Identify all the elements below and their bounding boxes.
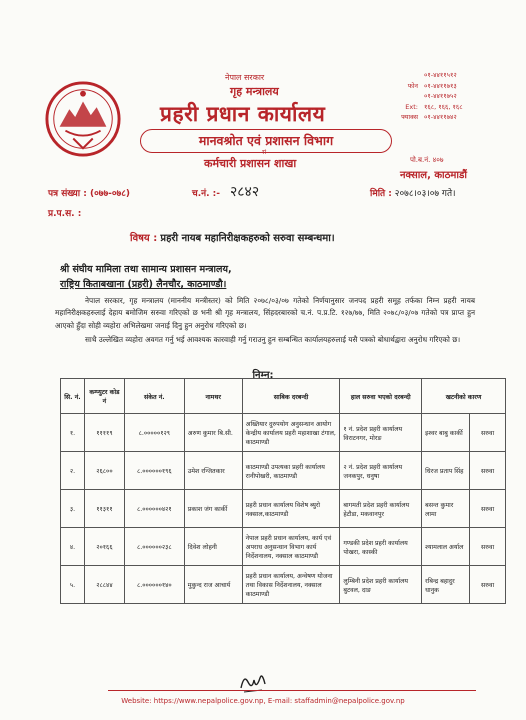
table-title: निम्न: bbox=[252, 370, 274, 381]
table-cell: अरुण कुमार बि.सी. bbox=[184, 414, 242, 452]
table-cell: सरुवा bbox=[470, 414, 506, 452]
contact-row: Ext: १६८, १६६, १६८ bbox=[405, 102, 463, 111]
date-label: मिति : bbox=[370, 189, 392, 199]
chalani-number: २८४२ bbox=[230, 184, 260, 200]
table-cell: ३. bbox=[61, 490, 85, 528]
column-header: संकेत नं. bbox=[124, 379, 184, 414]
contact-row: ०१-४४११५१२ bbox=[424, 71, 457, 79]
table-cell: गण्डकी प्रदेश प्रहरी कार्यालय पोखरा, कास्की bbox=[340, 528, 422, 566]
govt-label: नेपाल सरकार bbox=[225, 73, 265, 82]
contact-block bbox=[398, 70, 494, 123]
table-cell: २०१६६ bbox=[84, 528, 124, 566]
body-paragraph: साथै उल्लेखित व्यहोरा अवगत गर्नु भई आवश्यक कारवाही गर्नु गराउनु हुन सम्बन्धित कार्यालयहरुलाई यसै पत्रको बोधार्थद्वारा अनुरोध गरिएको छ। bbox=[85, 334, 461, 344]
table-cell: प्रहरी प्रधान कार्यालय विशेष ब्युरो नक्साल,काठमाण्डौ bbox=[242, 490, 340, 528]
table-cell: २. bbox=[61, 452, 85, 490]
table-cell: ८.००००००४२१ bbox=[124, 490, 184, 528]
table-cell: बसन्त कुमार लामा bbox=[422, 490, 470, 528]
chalani-label: च.नं. :- bbox=[192, 189, 221, 199]
table-header-row bbox=[61, 379, 506, 414]
table-row bbox=[61, 528, 506, 566]
table-cell: २६८०० bbox=[84, 452, 124, 490]
addressee-line1: श्री संघीय मामिला तथा सामान्य प्रशासन मन्त्रालय, bbox=[60, 264, 232, 275]
column-header: सि. नं. bbox=[61, 379, 85, 414]
table-cell: उमेश रन्जितकार bbox=[184, 452, 242, 490]
ministry-label: गृह मन्त्रालय bbox=[230, 85, 279, 98]
table-cell: दिवेश लोहनी bbox=[184, 528, 242, 566]
table-cell: प्रहरी प्रधान कार्यालय, अन्वेषण योजना तथा विकास निर्देशनालय, नक्साल काठमाण्डौ bbox=[242, 566, 340, 604]
addressee-line2: राष्ट्रिय किताबखाना (प्रहरी) लैनचौर, काठमाण्डौ। bbox=[60, 279, 227, 290]
table-cell: अख्तियार दुरुपयोग अनुसन्धान आयोग केन्द्रीय कार्यालय प्रहरी महाशाखा टंगाल, काठमाण्डौ bbox=[242, 414, 340, 452]
table-cell: सरुवा bbox=[470, 452, 506, 490]
contact-row: फ्याक्स ०१-४४११७४२ bbox=[401, 113, 457, 121]
table-cell: मुकुन्द राज आचार्य bbox=[184, 566, 242, 604]
letter-body bbox=[55, 295, 475, 348]
table-cell: श्यामलाल अर्याल bbox=[422, 528, 470, 566]
table-cell: ८.००००००१९६ bbox=[124, 452, 184, 490]
table-cell: ५. bbox=[61, 566, 85, 604]
table-cell: २ नं. प्रदेश प्रहरी कार्यालय जनकपुर, धनुषा bbox=[340, 452, 422, 490]
table-row bbox=[61, 452, 506, 490]
contact-row: ०१-४४११७५२ bbox=[424, 92, 457, 100]
date-block bbox=[370, 186, 456, 199]
table-cell: ८.०००००१२९ bbox=[124, 414, 184, 452]
table-cell: काठमाण्डौ उपत्यका प्रहरी कार्यालय रानीपोखरी, काठमाण्डौ bbox=[242, 452, 340, 490]
table-cell: ११११९ bbox=[84, 414, 124, 452]
addressee bbox=[60, 262, 232, 292]
table-cell: सरुवा bbox=[470, 490, 506, 528]
table-cell: ११३११ bbox=[84, 490, 124, 528]
office-address: नक्साल, काठमाडौं bbox=[400, 170, 467, 181]
table-cell: धिरज प्रताप सिंह bbox=[422, 452, 470, 490]
table-cell: १. bbox=[61, 414, 85, 452]
table-cell: २८८४४ bbox=[84, 566, 124, 604]
subject-line bbox=[130, 230, 335, 244]
department-label: मानवश्रोत एवं प्रशासन विभाग bbox=[140, 129, 392, 153]
subject-text: प्रहरी नायब महानिरीक्षकहरुको सरुवा सम्बन्धमा। bbox=[160, 233, 335, 244]
column-header: कम्प्युटर कोड नं bbox=[84, 379, 124, 414]
po-box: पो.ब.नं. ४०७ bbox=[410, 156, 444, 164]
date-value: २०७८।०३।०७ गते। bbox=[394, 189, 456, 199]
contact-row: फोन ०१-४४११७१३ bbox=[407, 81, 457, 90]
column-header: साबिक दरबन्दी bbox=[242, 379, 340, 414]
subject-label: विषय : bbox=[130, 233, 158, 244]
footer-divider bbox=[108, 690, 476, 691]
table-cell: नेपाल प्रहरी प्रधान कार्यालय, कार्य एवं अपराध अनुसन्धान विभाग कार्य निर्देशनालय, नक्साल काठमाण्डौ bbox=[242, 528, 340, 566]
table-cell: सरुवा bbox=[470, 566, 506, 604]
footer-contact: Website: https://www.nepalpolice.gov.np, E-mail: staffadmin@nepalpolice.gov.np bbox=[121, 697, 405, 705]
table-cell: प्रकाश जंग कार्की bbox=[184, 490, 242, 528]
column-header: हाल सरुवा भएको दरबन्दी bbox=[340, 379, 422, 414]
office-title: प्रहरी प्रधान कार्यालय bbox=[160, 102, 326, 126]
table-cell: १ नं. प्रदेश प्रहरी कार्यालय विराटनगर, मोरङ bbox=[340, 414, 422, 452]
column-header: खटनीको कारण bbox=[422, 379, 506, 414]
branch-label: कर्मचारी प्रशासन शाखा bbox=[204, 157, 297, 170]
body-paragraph: नेपाल सरकार, गृह मन्त्रालय (माननीय मन्त्रीस्तर) को मिति २०७८/०३/०७ गतेको निर्णयानुसार जनपद प्रहरी समूह तर्फका निम्न प्रहरी नायब महानिरीक्षकहरुलाई देहाय बमोजिम सरुवा गरिएको छ भनी श्री गृह मन्त्रालय, सिंहदरबारको च.नं. प.प्र.टि. १२७/७७, मिति २०७८/०३/०७ गतेको पत्र प्राप्त हुन आएको हुँदा सोही व्यहोरा अभिलेखमा जनाई दिनु हुन अनुरोध गरिएको छ। bbox=[55, 296, 475, 330]
table-cell: ४. bbox=[61, 528, 85, 566]
transfer-table bbox=[60, 378, 506, 604]
table-cell: बागमती प्रदेश प्रहरी कार्यालय हेटौडा, मकवानपुर bbox=[340, 490, 422, 528]
patra-sankhya: पत्र संख्या : (०७७-०७८) bbox=[48, 189, 131, 199]
table-row bbox=[61, 414, 506, 452]
table-cell: ८.००००००१४० bbox=[124, 566, 184, 604]
signature-icon bbox=[238, 668, 268, 696]
prapa-label: प्र.प.स. : bbox=[48, 209, 82, 219]
table-cell: लुम्बिनी प्रदेश प्रहरी कार्यालय बुटवल, दाङ bbox=[340, 566, 422, 604]
table-row bbox=[61, 490, 506, 528]
table-cell: ८.००००००२३८ bbox=[124, 528, 184, 566]
table-row bbox=[61, 566, 506, 604]
small-mark: सं bbox=[262, 149, 267, 156]
table-cell: सरुवा bbox=[470, 528, 506, 566]
column-header: नामथर bbox=[184, 379, 242, 414]
table-cell: इश्वर बाबु कार्की bbox=[422, 414, 470, 452]
table-cell: रबिन्द्र बहादुर धानुक bbox=[422, 566, 470, 604]
nepal-emblem-icon bbox=[44, 80, 122, 158]
